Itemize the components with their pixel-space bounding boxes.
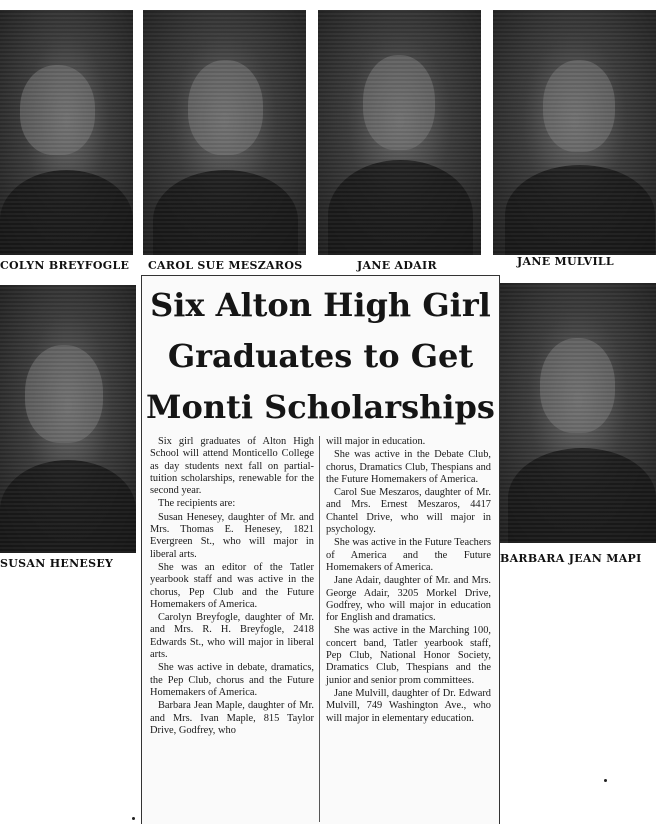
headline-line: Monti Scholarships <box>146 388 495 426</box>
article-paragraph: Jane Adair, daughter of Mr. and Mrs. George Adair, 3205 Morkel Drive, Godfrey, who will major in education for English and dramatics. <box>326 575 491 624</box>
column-divider <box>319 436 320 822</box>
caption-meszaros: CAROL SUE MESZAROS <box>148 259 303 272</box>
photo-barbara-jean-maple <box>500 283 656 543</box>
photo-carol-sue-meszaros <box>143 10 306 255</box>
portrait-shoulders <box>0 170 133 255</box>
portrait-shoulders <box>0 460 136 553</box>
portrait-head <box>543 60 615 152</box>
scan-speck <box>604 779 607 782</box>
article-paragraph: Carol Sue Meszaros, daughter of Mr. and Mrs. Ernest Meszaros, 4417 Chantel Drive, who will major in psychology. <box>326 487 491 536</box>
headline-line: Six Alton High Girl <box>150 286 491 324</box>
article-paragraph: The recipients are: <box>158 498 236 510</box>
portrait-shoulders <box>505 165 655 255</box>
portrait-head <box>188 60 263 155</box>
caption-adair: JANE ADAIR <box>357 259 437 272</box>
article-column-left <box>150 436 314 738</box>
caption-breyfogle: COLYN BREYFOGLE <box>0 259 130 272</box>
photo-carolyn-breyfogle <box>0 10 133 255</box>
article-headline <box>142 280 499 433</box>
article-paragraph: She was active in the Marching 100, concert band, Tatler yearbook staff, Pep Club, National Honor Society, Dramatics Club, Thespians and the junior and senior prom committees. <box>326 625 491 686</box>
article-paragraph: will major in education. <box>326 436 426 447</box>
caption-mulvill: JANE MULVILL <box>517 255 614 268</box>
article-paragraph: She was an editor of the Tatler yearbook staff and was active in the chorus, Pep Club and the Future Homemakers of America. <box>150 561 314 610</box>
scan-speck <box>132 817 135 820</box>
article-paragraph: Susan Henesey, daughter of Mr. and Mrs. Thomas E. Henesey, 1821 Evergreen St., who will major in liberal arts. <box>150 511 314 560</box>
article-paragraph: She was active in debate, dramatics, the Pep Club, chorus and the Future Homemakers of America. <box>150 662 314 698</box>
news-article <box>141 275 500 824</box>
photo-susan-henesey <box>0 285 136 553</box>
portrait-shoulders <box>508 448 656 543</box>
portrait-shoulders <box>328 160 473 255</box>
article-paragraph: Jane Mulvill, daughter of Dr. Edward Mulvill, 749 Washington Ave., who will major in elementary education. <box>326 687 491 724</box>
article-paragraph: Six girl graduates of Alton High School will attend Monticello College as day students next fall on partial-tuition scholarships, renewable for the second year. <box>150 436 314 497</box>
portrait-head <box>363 55 435 150</box>
photo-jane-mulvill <box>493 10 656 255</box>
article-paragraph: Barbara Jean Maple, daughter of Mr. and Mrs. Ivan Maple, 815 Taylor Drive, Godfrey, who <box>150 700 314 736</box>
portrait-shoulders <box>153 170 298 255</box>
photo-jane-adair <box>318 10 481 255</box>
caption-henesey: SUSAN HENESEY <box>0 557 114 570</box>
caption-maple: BARBARA JEAN MAPI <box>500 552 642 565</box>
article-paragraph: She was active in the Debate Club, chorus, Dramatics Club, Thespians and the Future Homemakers of America. <box>326 449 491 485</box>
portrait-head <box>20 65 95 155</box>
article-column-right <box>326 436 491 726</box>
headline-line: Graduates to Get <box>167 337 474 375</box>
portrait-head <box>540 338 615 433</box>
article-paragraph: She was active in the Future Teachers of America and the Future Homemakers of America. <box>326 537 491 573</box>
article-paragraph: Carolyn Breyfogle, daughter of Mr. and Mrs. R. H. Breyfogle, 2418 Edwards St., who will major in liberal arts. <box>150 612 314 661</box>
portrait-head <box>25 345 103 443</box>
